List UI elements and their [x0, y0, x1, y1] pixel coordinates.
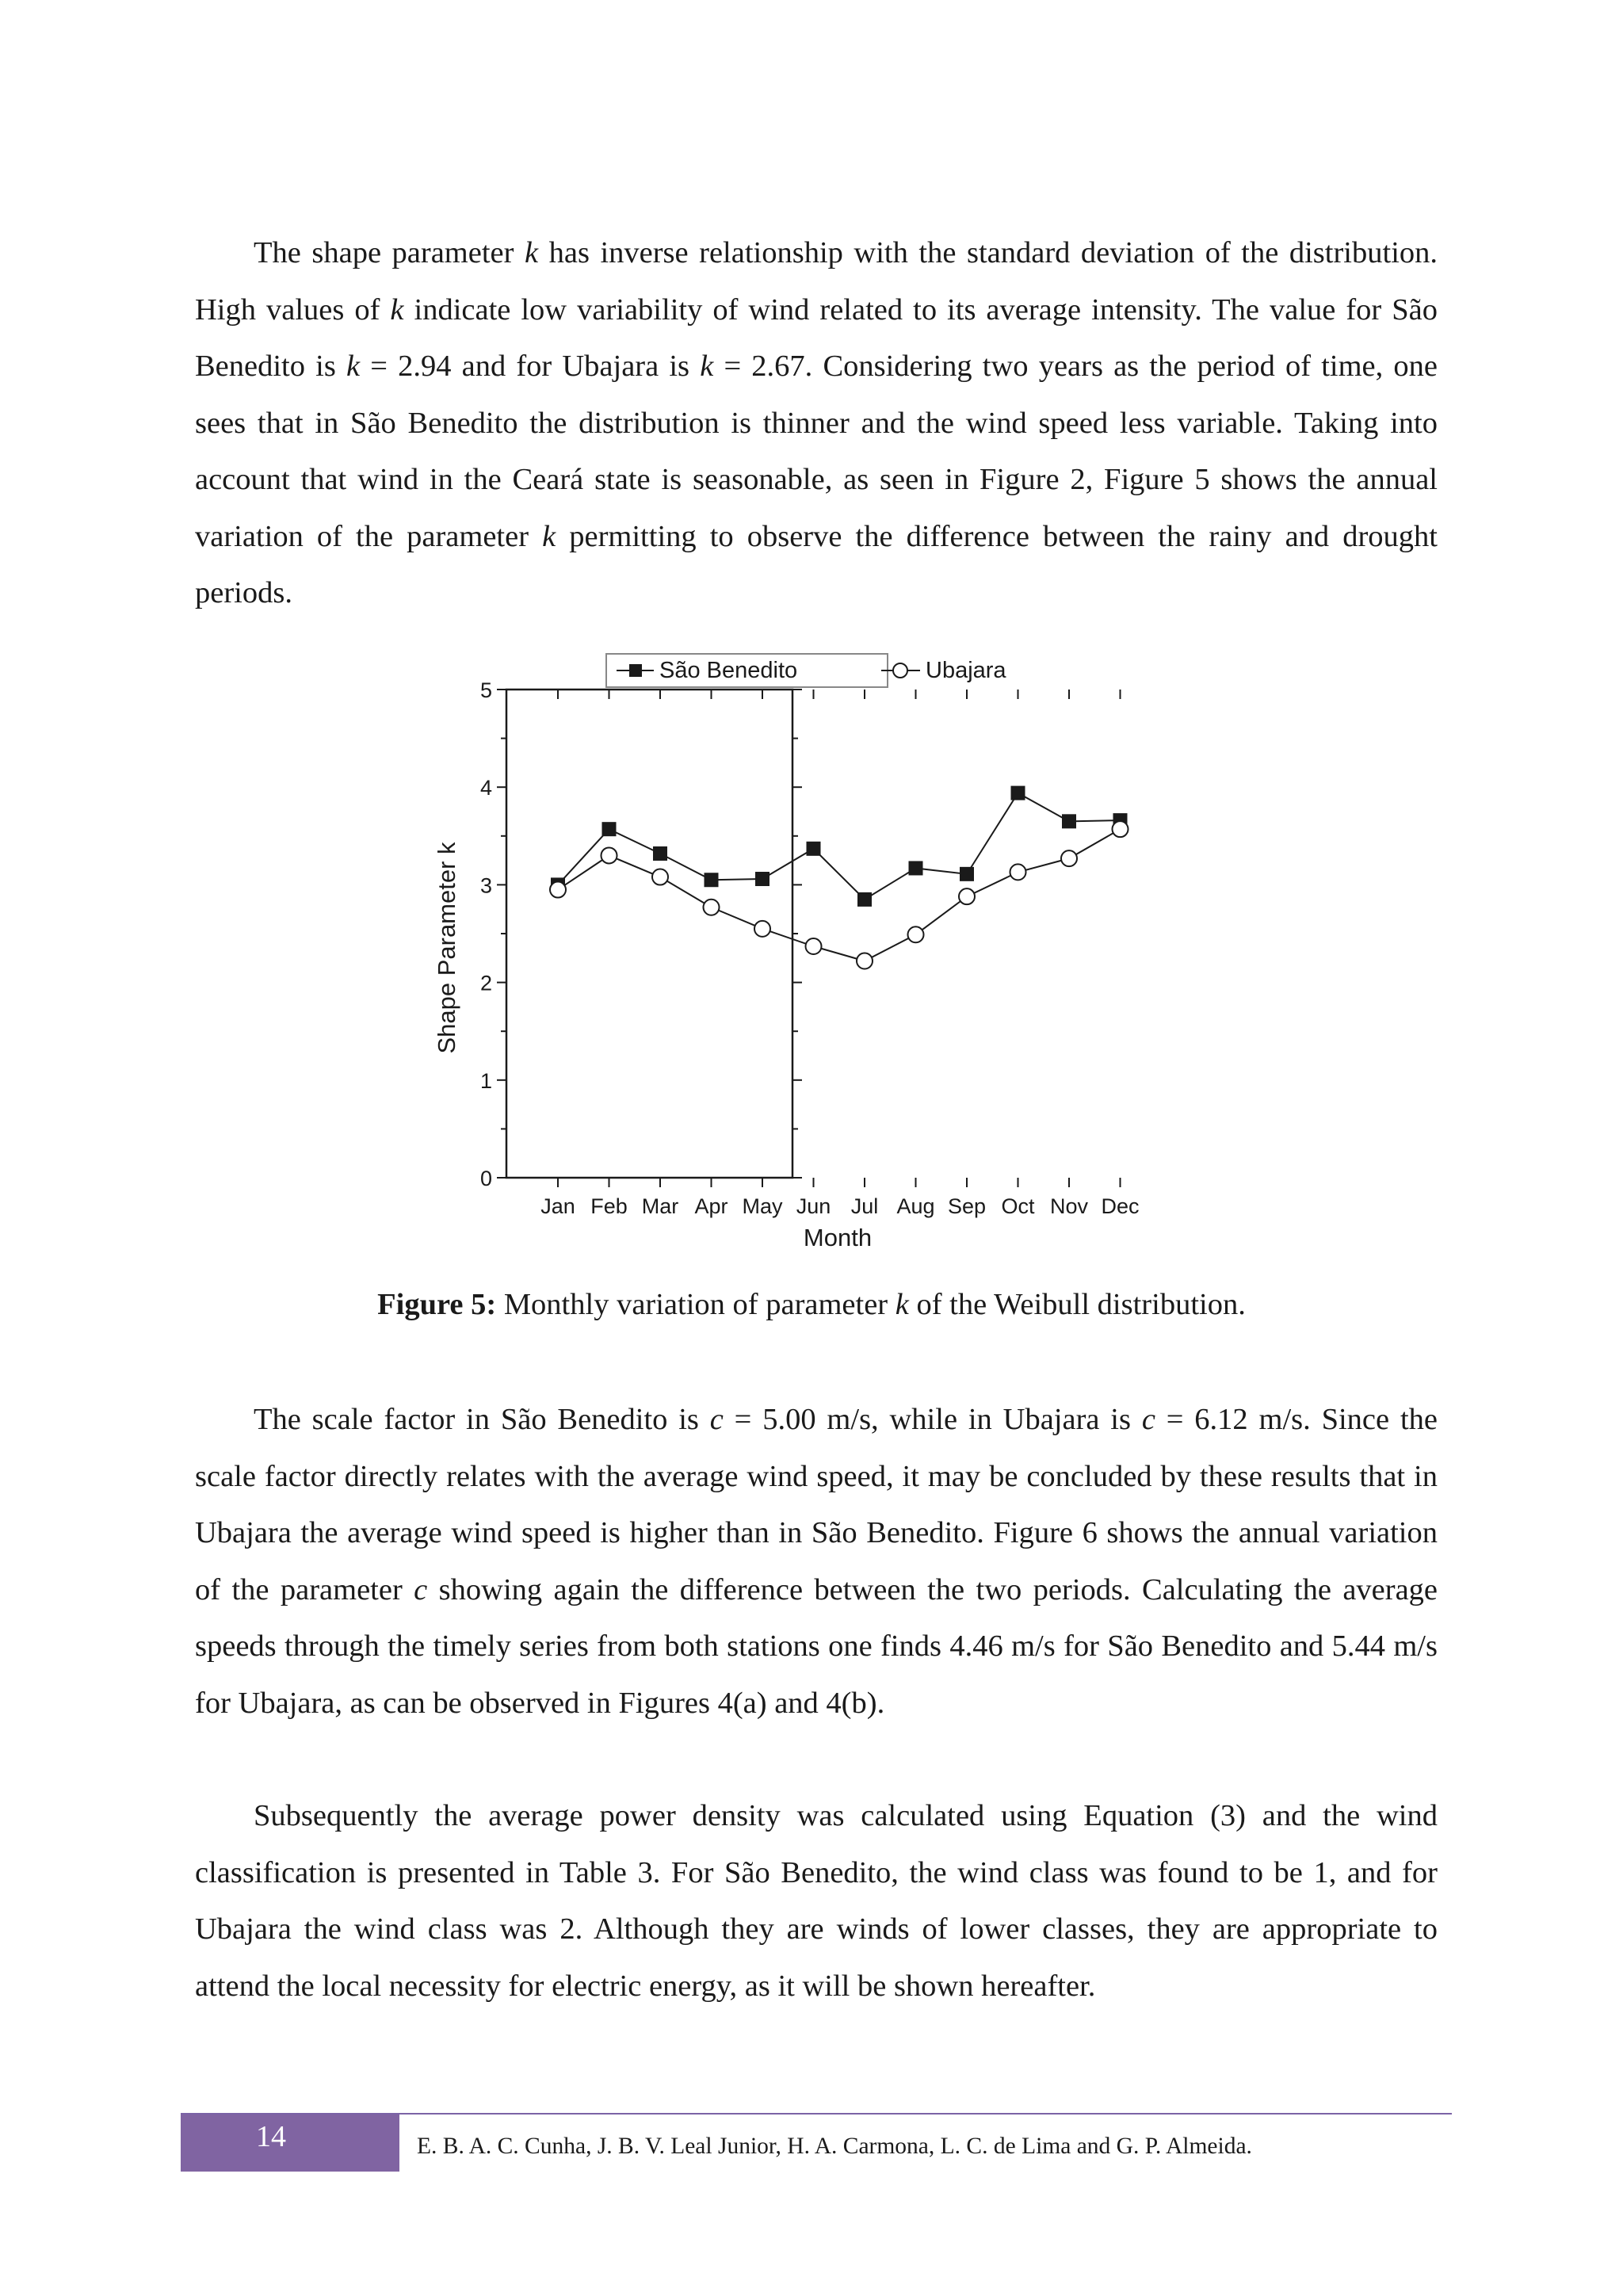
legend-label-ubajara: Ubajara	[926, 658, 1006, 683]
y-tick-label: 2	[479, 971, 492, 995]
x-tick-label: Nov	[1049, 1194, 1089, 1218]
x-tick-label: Sep	[947, 1194, 987, 1218]
point-ubajara	[1061, 850, 1077, 866]
footer-authors: E. B. A. C. Cunha, J. B. V. Leal Junior, H. A. Carmona, L. C. de Lima and G. P. Almeida.	[417, 2134, 1252, 2159]
point-ubajara	[550, 882, 566, 898]
y-tick-label: 1	[479, 1068, 492, 1093]
point-ubajara	[704, 900, 720, 915]
y-tick-label: 5	[479, 678, 492, 702]
paragraph-shape-parameter: The shape parameter k has inverse relationship with the standard deviation of the distribution. High values of k indicate low variability of wind related to its average intensity. The value for São Benedito is k = 2.94 and for Ubajara is k = 2.67. Considering two years as the period of time, one sees that in São Benedito the distribution is thinner and the wind speed less variable. Taking into account that wind in the Ceará state is seasonable, as seen in Figure 2, Figure 5 shows the annual variation of the parameter k permitting to observe the difference between the rainy and drought periods.	[195, 236, 1438, 609]
legend	[606, 654, 1006, 687]
series-line-0	[558, 793, 1121, 900]
point-sao-benedito	[909, 861, 923, 875]
x-axis-label: Month	[803, 1224, 873, 1251]
point-sao-benedito	[755, 872, 769, 886]
x-tick-label: Dec	[1101, 1194, 1140, 1218]
x-tick-label: Aug	[896, 1194, 935, 1218]
x-tick-label: Feb	[590, 1194, 628, 1218]
legend-marker-sao-benedito	[629, 664, 642, 677]
point-sao-benedito	[857, 892, 872, 907]
plot-frame	[506, 690, 792, 1178]
y-tick-label: 3	[479, 873, 492, 898]
point-ubajara	[959, 888, 975, 904]
x-tick-label: Mar	[641, 1194, 679, 1218]
x-tick-label: Oct	[1001, 1194, 1035, 1218]
legend-label-sao-benedito: São Benedito	[659, 658, 798, 683]
point-sao-benedito	[653, 846, 667, 861]
y-axis-label: Shape Parameter k	[433, 842, 460, 1054]
point-ubajara	[1113, 821, 1128, 837]
figure-5	[412, 640, 1205, 1274]
x-tick-label: Jun	[796, 1194, 831, 1218]
page-number: 14	[256, 2120, 286, 2153]
y-tick-label: 4	[479, 776, 492, 800]
point-sao-benedito	[1011, 786, 1025, 800]
point-ubajara	[806, 938, 822, 954]
point-ubajara	[857, 953, 873, 968]
point-ubajara	[908, 926, 924, 942]
point-sao-benedito	[602, 822, 617, 836]
series-line-1	[558, 829, 1121, 961]
paragraph-power-density: Subsequently the average power density was calculated using Equation (3) and the wind classification is presented in Table 3. For São Benedito, the wind class was found to be 1, and for Ubajara the wind class was 2. Although they are winds of lower classes, they are appropriate to attend the local necessity for electric energy, as it will be shown hereafter.	[195, 1799, 1438, 2003]
point-sao-benedito	[1062, 814, 1076, 828]
point-ubajara	[754, 921, 770, 937]
y-tick-label: 0	[479, 1167, 492, 1190]
x-tick-label: Jul	[850, 1194, 879, 1218]
shape-parameter-chart	[412, 640, 1205, 1274]
x-tick-label: Apr	[694, 1194, 728, 1218]
point-sao-benedito	[807, 842, 821, 856]
point-sao-benedito	[960, 867, 974, 881]
point-sao-benedito	[705, 873, 719, 887]
x-tick-label: Jan	[540, 1194, 575, 1218]
figure-caption: Figure 5: Monthly variation of parameter k of the Weibull distribution.	[377, 1288, 1246, 1321]
x-tick-label: May	[742, 1194, 783, 1218]
point-ubajara	[1010, 864, 1026, 880]
point-ubajara	[601, 847, 617, 863]
legend-marker-ubajara	[893, 663, 907, 678]
paragraph-scale-factor: The scale factor in São Benedito is c = 5.00 m/s, while in Ubajara is c = 6.12 m/s. Since the scale factor directly relates with the average wind speed, it may be concluded by these results that in Ubajara the average wind speed is higher than in São Benedito. Figure 6 shows the annual variation of the parameter c showing again the difference between the two periods. Calculating the average speeds through the timely series from both stations one finds 4.46 m/s for São Benedito and 5.44 m/s for Ubajara, as can be observed in Figures 4(a) and 4(b).	[195, 1403, 1438, 1720]
point-ubajara	[652, 869, 668, 885]
